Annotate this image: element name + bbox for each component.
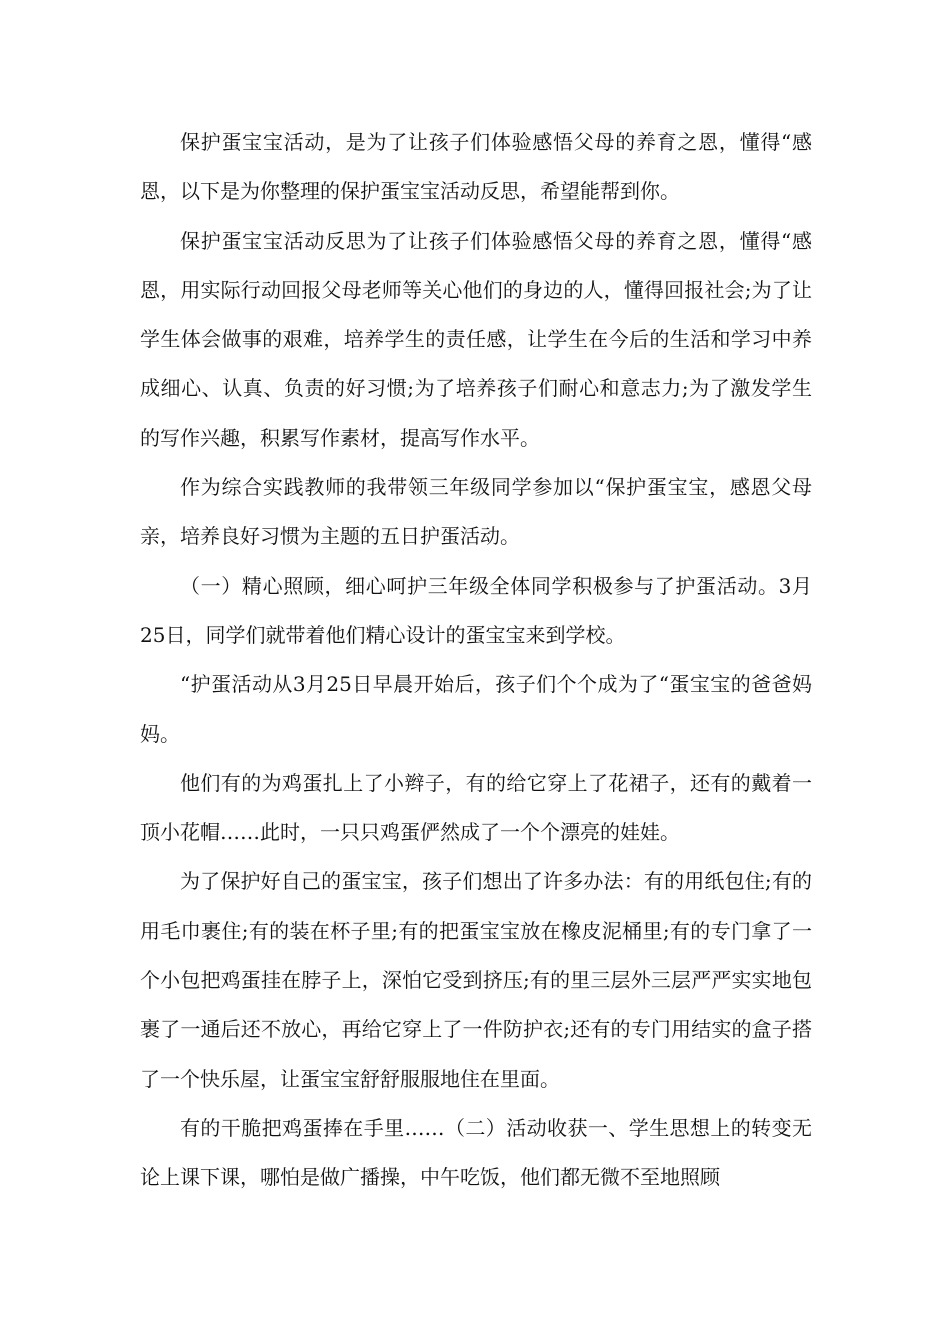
paragraph-intro: 保护蛋宝宝活动，是为了让孩子们体验感悟父母的养育之恩，懂得“感恩，以下是为你整理的保护蛋宝宝活动反思，希望能帮到你。 xyxy=(140,130,812,204)
paragraph-section-one: （一）精心照顾，细心呵护三年级全体同学积极参与了护蛋活动。3月25日，同学们就带着他们精心设计的蛋宝宝来到学校。 xyxy=(140,573,812,647)
paragraph-protection-methods: 为了保护好自己的蛋宝宝，孩子们想出了许多办法：有的用纸包住;有的用毛巾裹住;有的装在杯子里;有的把蛋宝宝放在橡皮泥桶里;有的专门拿了一个小包把鸡蛋挂在脖子上，深怕它受到挤压;有的里三层外三层严严实实地包裹了一通后还不放心，再给它穿上了一件防护衣;还有的专门用结实的盒子搭了一个快乐屋，让蛋宝宝舒舒服服地住在里面。 xyxy=(140,869,812,1091)
paragraph-section-two: 有的干脆把鸡蛋捧在手里……（二）活动收获一、学生思想上的转变无论上课下课，哪怕是做广播操，中午吃饭，他们都无微不至地照顾 xyxy=(140,1115,812,1190)
paragraph-activity-start: “护蛋活动从3月25日早晨开始后，孩子们个个成为了“蛋宝宝的爸爸妈妈。 xyxy=(140,672,812,746)
paragraph-purpose: 保护蛋宝宝活动反思为了让孩子们体验感悟父母的养育之恩，懂得“感恩，用实际行动回报父母老师等关心他们的身边的人，懂得回报社会;为了让学生体会做事的艰难，培养学生的责任感，让学生在今后的生活和学习中养成细心、认真、负责的好习惯;为了培养孩子们耐心和意志力;为了激发学生的写作兴趣，积累写作素材，提高写作水平。 xyxy=(140,228,812,450)
paragraph-decoration: 他们有的为鸡蛋扎上了小辫子，有的给它穿上了花裙子，还有的戴着一顶小花帽……此时，一只只鸡蛋俨然成了一个个漂亮的娃娃。 xyxy=(140,770,812,845)
document-body xyxy=(140,118,812,1203)
paragraph-activity-theme: 作为综合实践教师的我带领三年级同学参加以“保护蛋宝宝，感恩父母亲，培养良好习惯为主题的五日护蛋活动。 xyxy=(140,475,812,549)
